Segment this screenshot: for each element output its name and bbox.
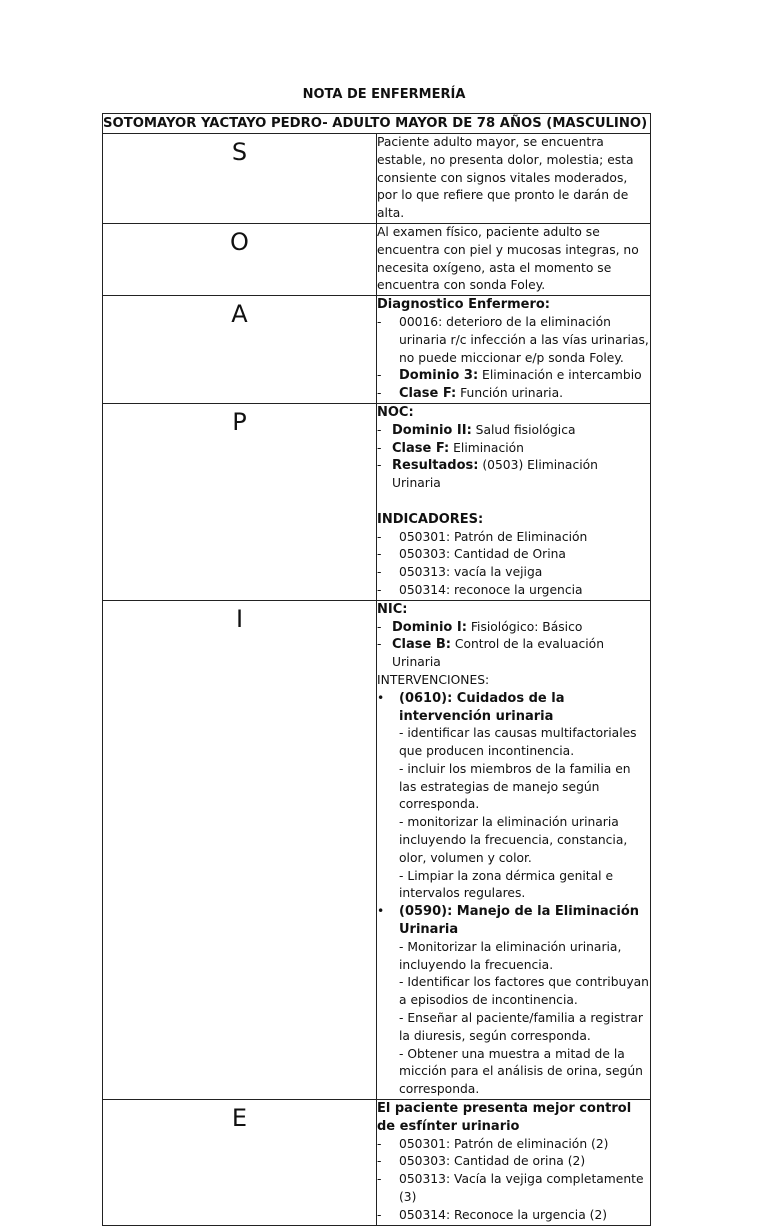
row-o: [103, 223, 651, 295]
list-item: [377, 457, 650, 493]
list-dash: -: [377, 637, 382, 652]
item-value: Eliminación e intercambio: [478, 368, 642, 383]
interventions-heading: INTERVENCIONES:: [377, 672, 490, 687]
evaluation-text: 050314: Reconoce la urgencia (2): [399, 1207, 608, 1222]
list-dash: -: [377, 314, 382, 329]
assessment-content: [377, 296, 651, 404]
intervention-title: (0590): Manejo de la Eliminación Urinaria: [399, 904, 640, 938]
assessment-heading: Diagnostico Enfermero:: [377, 297, 551, 313]
list-item: [377, 440, 650, 458]
planning-content: [377, 403, 651, 600]
letter-s: S: [103, 134, 377, 224]
patient-row: [103, 114, 651, 134]
letter-i: I: [103, 600, 377, 1099]
item-value: Eliminación: [449, 440, 524, 455]
evaluation-item: [377, 1136, 650, 1154]
list-dash: -: [377, 565, 382, 580]
evaluation-content: [377, 1100, 651, 1226]
indicator-text: 050303: Cantidad de Orina: [399, 547, 566, 562]
indicator-item: [377, 546, 650, 564]
evaluation-text: 050313: Vacía la vejiga completamente (3): [399, 1172, 644, 1205]
list-dash: -: [377, 529, 382, 544]
intervention-content: [377, 600, 651, 1099]
evaluation-item: [377, 1207, 650, 1225]
item-label: Clase F:: [399, 386, 457, 402]
list-dash: -: [377, 1154, 382, 1169]
evaluation-text: 050303: Cantidad de orina (2): [399, 1154, 586, 1169]
letter-a: A: [103, 296, 377, 404]
intervention-line: - identificar las causas multifactoriales que producen incontinencia.: [399, 726, 637, 759]
intervention-line: - Identificar los factores que contribuyan a episodios de incontinencia.: [399, 975, 649, 1008]
subjective-content: [377, 134, 651, 224]
diagnosis-item: [377, 314, 650, 367]
spacer: [377, 493, 650, 511]
letter-p: P: [103, 403, 377, 600]
patient-header: SOTOMAYOR YACTAYO PEDRO- ADULTO MAYOR DE 78 AÑOS (MASCULINO): [103, 114, 651, 134]
indicator-text: 050313: vacía la vejiga: [399, 565, 543, 580]
item-value: Control de la evaluación Urinaria: [392, 637, 604, 670]
indicators-heading: INDICADORES:: [377, 511, 484, 527]
list-dash: -: [377, 1172, 382, 1187]
item-value: Fisiológico: Básico: [466, 619, 583, 634]
list-dash: -: [377, 386, 382, 401]
intervention-line: - incluir los miembros de la familia en las estrategias de manejo según corresponda.: [399, 761, 631, 812]
list-dash: -: [377, 440, 382, 455]
row-a: [103, 296, 651, 404]
soap-table: [102, 113, 651, 1226]
list-item: [377, 636, 650, 672]
list-dash: -: [377, 458, 382, 473]
item-label: Dominio I:: [392, 619, 467, 635]
document-title: NOTA DE ENFERMERÍA: [302, 87, 466, 102]
indicator-text: 050301: Patrón de Eliminación: [399, 529, 588, 544]
list-dash: -: [377, 368, 382, 383]
item-label: Dominio 3:: [399, 368, 479, 384]
evaluation-text: 050301: Patrón de eliminación (2): [399, 1136, 609, 1151]
item-label: Clase B:: [392, 637, 451, 653]
objective-text: Al examen físico, paciente adulto se encuentra con piel y mucosas integras, no necesita oxígeno, asta el momento se encuentra con sonda Foley.: [377, 224, 639, 293]
evaluation-heading: El paciente presenta mejor control de esfínter urinario: [377, 1101, 632, 1134]
row-s: [103, 134, 651, 224]
list-dash: -: [377, 1207, 382, 1222]
intervention-line: - Limpiar la zona dérmica genital e intervalos regulares.: [399, 868, 614, 901]
indicator-item: [377, 582, 650, 600]
subjective-text: Paciente adulto mayor, se encuentra estable, no presenta dolor, molestia; esta consiente con signos vitales moderados, por lo que refiere que pronto le darán de alta.: [377, 135, 634, 221]
list-item: [377, 385, 650, 403]
item-label: Clase F:: [392, 440, 450, 456]
intervention-line: - Obtener una muestra a mitad de la micción para el análisis de orina, según corresponda.: [399, 1046, 643, 1097]
list-dash: -: [377, 582, 382, 597]
evaluation-item: [377, 1171, 650, 1207]
nic-heading: NIC:: [377, 601, 408, 617]
row-p: [103, 403, 651, 600]
list-dash: -: [377, 619, 382, 634]
evaluation-item: [377, 1153, 650, 1171]
item-label: Resultados:: [392, 458, 479, 474]
intervention-title-item: [377, 903, 650, 939]
indicator-item: [377, 529, 650, 547]
intervention-title-item: [377, 690, 650, 726]
noc-heading: NOC:: [377, 404, 414, 420]
list-item: [377, 367, 650, 385]
item-label: Dominio II:: [392, 422, 472, 438]
item-value: Salud fisiológica: [471, 422, 576, 437]
list-item: [377, 422, 650, 440]
bullet-icon: •: [377, 904, 385, 919]
intervention-title: (0610): Cuidados de la intervención urinaria: [399, 690, 565, 724]
row-i: [103, 600, 651, 1099]
list-item: [377, 619, 650, 637]
item-value: (0503) Eliminación Urinaria: [392, 458, 598, 491]
indicator-item: [377, 564, 650, 582]
list-dash: -: [377, 1136, 382, 1151]
list-dash: -: [377, 422, 382, 437]
letter-e: E: [103, 1100, 377, 1226]
item-value: Función urinaria.: [456, 386, 564, 401]
intervention-line: - monitorizar la eliminación urinaria incluyendo la frecuencia, constancia, olor, volumen y color.: [399, 815, 628, 865]
indicator-text: 050314: reconoce la urgencia: [399, 582, 583, 597]
diagnosis-text: 00016: deterioro de la eliminación urinaria r/c infección a las vías urinarias, no puede miccionar e/p sonda Foley.: [399, 314, 649, 365]
objective-content: [377, 223, 651, 295]
list-dash: -: [377, 547, 382, 562]
row-e: [103, 1100, 651, 1226]
letter-o: O: [103, 223, 377, 295]
bullet-icon: •: [377, 690, 385, 705]
intervention-line: - Monitorizar la eliminación urinaria, incluyendo la frecuencia.: [399, 939, 622, 972]
intervention-line: - Enseñar al paciente/familia a registrar la diuresis, según corresponda.: [399, 1011, 643, 1043]
